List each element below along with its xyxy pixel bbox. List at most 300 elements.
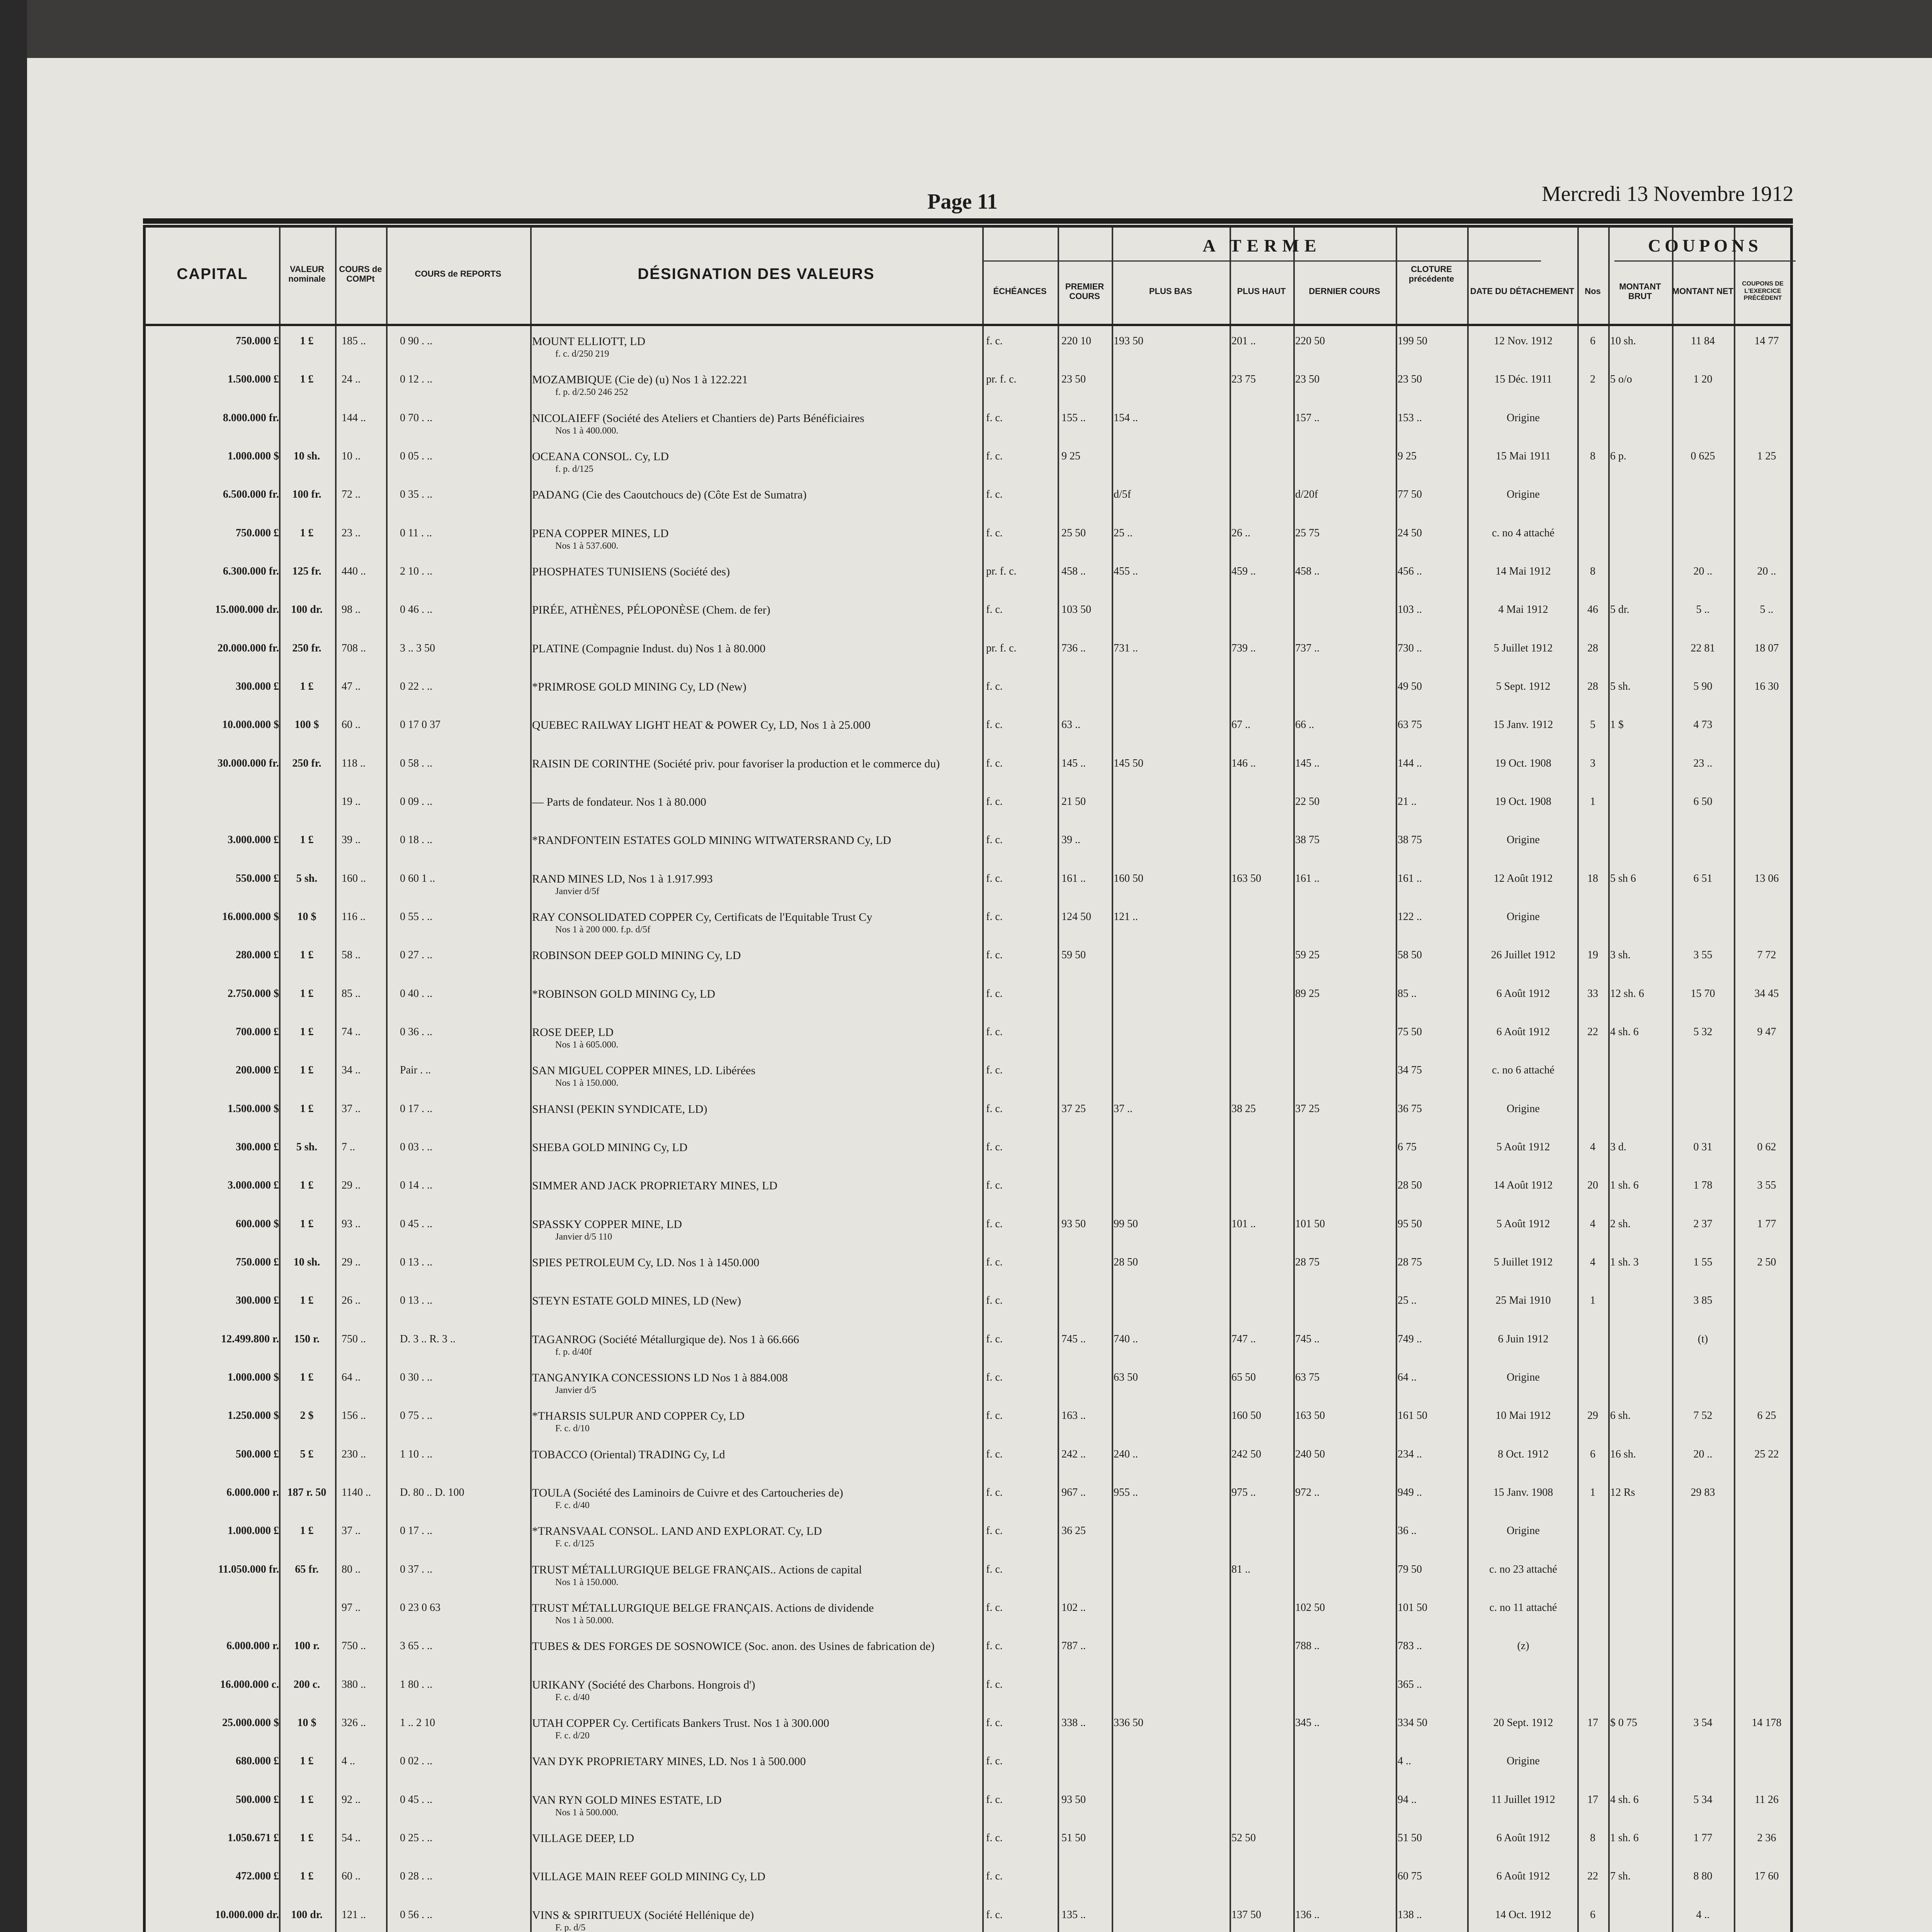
reports-cell-text: 0 03 . .. [400,1141,432,1153]
montant-net-cell-text: 22 81 [1690,642,1715,654]
dernier-cours-cell-text: 458 .. [1295,565,1320,577]
cloture-cell-text: 101 50 [1398,1602,1427,1614]
echeance-cell-text: f. c. [986,1371,1003,1383]
nominal-cell-text: 1 £ [300,1294,314,1306]
cloture-cell [1398,1679,1475,1691]
capital-cell-text: 10.000.000 dr. [215,1909,279,1921]
montant-brut-cell-text: 10 sh. [1610,335,1636,347]
table-row [146,793,1790,831]
date-detachement-cell [1469,1141,1577,1153]
dernier-cours-cell-text: 37 25 [1295,1103,1320,1115]
plus-bas-cell [1114,1371,1226,1384]
table-row [146,1560,1790,1599]
dernier-cours-cell [1295,872,1388,885]
cours-compt-cell-text: 4 .. [342,1755,355,1767]
header-montant-brut: MONTANT BRUT [1619,281,1661,301]
premier-cours-cell [1061,1832,1108,1844]
cours-compt-cell-text: 93 .. [342,1218,361,1230]
plus-bas-cell-text: 25 .. [1114,527,1133,539]
designation-cell [532,1602,980,1626]
designation-cell-text: PHOSPHATES TUNISIENS (Société des) [532,565,730,578]
capital-cell-text: 20.000.000 fr. [217,642,279,654]
coupon-precedent-cell-text: 25 22 [1754,1448,1779,1460]
coupon-precedent-cell-text: 0 62 [1757,1141,1776,1153]
reports-cell-text: 0 46 . .. [400,604,432,616]
nominal-cell-text: 1 £ [300,373,314,385]
header-plus-haut: PLUS HAUT [1237,286,1286,296]
reports-cell-text: 0 28 . .. [400,1870,432,1882]
dernier-cours-cell-text: 101 50 [1295,1218,1325,1230]
reports-cell [388,527,543,539]
echeance-cell-text: f. c. [986,412,1003,424]
cours-compt-cell-text: 60 .. [342,1870,361,1882]
cloture-cell [1398,1486,1475,1499]
montant-net-cell [1676,1486,1730,1499]
montant-brut-cell-text: 1 sh. 3 [1610,1256,1639,1268]
dernier-cours-cell-text: 38 75 [1295,834,1320,846]
date-detachement-cell-text: 6 Août 1912 [1496,1026,1550,1038]
montant-brut-cell [1610,949,1668,961]
table-row [146,370,1790,408]
designation-cell-text: RAISIN DE CORINTHE (Société priv. pour favoriser la production et le commerce du) [532,757,940,770]
echeance-cell [986,1371,1056,1384]
premier-cours-cell [1061,335,1108,347]
plus-haut-cell [1231,1103,1289,1115]
dernier-cours-cell-text: 22 50 [1295,796,1320,808]
date-detachement-cell-text: 5 Août 1912 [1496,1218,1550,1230]
designation-cell [532,1832,980,1846]
cloture-cell [1398,604,1475,616]
table-row [146,1291,1790,1330]
capital-cell [150,1103,279,1115]
montant-net-cell [1676,796,1730,808]
designation-subline: Janvier d/5f [555,886,599,896]
dernier-cours-cell [1295,988,1388,1000]
montant-brut-cell [1610,1179,1668,1192]
capital-cell [150,1294,279,1307]
coupon-precedent-cell [1742,1218,1792,1230]
capital-cell [150,834,279,846]
plus-bas-cell [1114,488,1226,501]
date-detachement-cell-text: 4 Mai 1912 [1498,604,1548,616]
echeance-cell-text: f. c. [986,488,1003,500]
reports-cell [388,1371,543,1384]
cours-compt-cell [338,1410,388,1422]
premier-cours-cell-text: 745 .. [1061,1333,1086,1345]
nominal-cell-text: 10 sh. [293,1256,320,1268]
designation-cell [532,1794,980,1818]
table-row [146,908,1790,946]
montant-net-cell-text: (t) [1697,1333,1708,1345]
designation-subline: Nos 1 à 500.000. [555,1808,619,1818]
dernier-cours-cell [1295,796,1388,808]
dernier-cours-cell-text: 163 50 [1295,1410,1325,1422]
coupon-number-cell-text: 29 [1587,1410,1598,1422]
montant-net-cell [1676,949,1730,961]
montant-net-cell-text: 23 .. [1693,757,1713,769]
plus-bas-cell-text: 740 .. [1114,1333,1138,1345]
cloture-cell [1398,1870,1475,1883]
montant-net-cell-text: 1 55 [1693,1256,1713,1268]
montant-net-cell [1676,988,1730,1000]
montant-net-cell-text: 3 85 [1693,1294,1713,1306]
date-detachement-cell-text: 6 Août 1912 [1496,988,1550,1000]
cours-compt-cell [338,796,388,808]
montant-net-cell [1676,1410,1730,1422]
capital-cell-text: 10.000.000 $ [222,719,279,731]
cours-compt-cell [338,1294,388,1307]
echeance-cell-text: pr. f. c. [986,642,1017,654]
capital-cell-text: 8.000.000 fr. [223,412,279,424]
dernier-cours-cell [1295,1103,1388,1115]
date-detachement-cell [1469,988,1577,1000]
designation-cell [532,335,980,359]
coupon-number-cell-text: 17 [1587,1717,1598,1729]
date-detachement-cell [1469,373,1577,386]
coupon-number-cell-text: 18 [1587,872,1598,884]
date-detachement-cell-text: 5 Juillet 1912 [1493,1256,1553,1268]
echeance-cell [986,488,1056,501]
nominal-cell [282,1717,332,1729]
premier-cours-cell-text: 93 50 [1061,1218,1086,1230]
nominal-cell [282,373,332,386]
date-detachement-cell [1469,1103,1577,1115]
nominal-cell-text: 1 £ [300,1371,314,1383]
date-detachement-cell-text: 19 Oct. 1908 [1495,796,1551,808]
designation-subline: F. c. d/10 [555,1423,590,1434]
montant-brut-cell [1610,450,1668,463]
coupon-number-cell-text: 6 [1590,1909,1595,1921]
cloture-cell-text: 4 .. [1398,1755,1411,1767]
table-row [146,1406,1790,1445]
designation-cell-text: PLATINE (Compagnie Indust. du) Nos 1 à 80.000 [532,642,766,655]
plus-haut-cell-text: 67 .. [1231,719,1250,731]
montant-net-cell [1676,1794,1730,1806]
table-row [146,1791,1790,1829]
coupon-precedent-cell [1742,1794,1792,1806]
table-row [146,1330,1790,1368]
designation-cell [532,527,980,551]
header-valeur-nominale: VALEUR nominale [288,264,326,284]
cloture-cell [1398,872,1475,885]
montant-brut-cell-text: $ 0 75 [1610,1717,1637,1729]
table-row [146,1483,1790,1522]
nominal-cell [282,335,332,347]
nominal-cell [282,757,332,770]
date-detachement-cell [1469,565,1577,578]
cloture-cell-text: 365 .. [1398,1679,1422,1690]
designation-cell-text: TRUST MÉTALLURGIQUE BELGE FRANÇAIS.. Actions de capital [532,1563,862,1576]
plus-bas-cell [1114,911,1226,923]
capital-cell [150,1563,279,1576]
echeance-cell-text: f. c. [986,1870,1003,1882]
cloture-cell-text: 24 50 [1398,527,1422,539]
capital-cell [150,1256,279,1269]
designation-cell-text: VINS & SPIRITUEUX (Société Hellénique de) [532,1909,754,1922]
cours-compt-cell-text: 23 .. [342,527,361,539]
date-detachement-cell [1469,834,1577,846]
designation-cell [532,680,980,694]
designation-subline: f. p. d/2.50 246 252 [555,387,628,397]
designation-subline: F. c. d/40 [555,1500,590,1510]
echeance-cell [986,1179,1056,1192]
dernier-cours-cell [1295,642,1388,655]
coupon-number-cell-text: 22 [1587,1870,1598,1882]
montant-brut-cell-text: 1 $ [1610,719,1624,731]
date-detachement-cell-text: Origine [1507,488,1540,500]
top-rule [143,218,1793,224]
cours-compt-cell [338,1717,388,1729]
echeance-cell [986,1525,1056,1537]
cours-compt-cell-text: 160 .. [342,872,366,884]
coupon-precedent-cell [1742,1410,1792,1422]
reports-cell [388,488,543,501]
plus-haut-cell-text: 975 .. [1231,1486,1256,1498]
cloture-cell-text: 456 .. [1398,565,1422,577]
coupon-number-cell-text: 2 [1590,373,1595,385]
designation-cell-text: UTAH COPPER Cy. Certificats Bankers Trust. Nos 1 à 300.000 [532,1717,829,1730]
nominal-cell-text: 1 £ [300,680,314,692]
cours-compt-cell-text: 26 .. [342,1294,361,1306]
cours-compt-cell [338,872,388,885]
echeance-cell-text: f. c. [986,1679,1003,1690]
montant-net-cell [1676,604,1730,616]
dernier-cours-cell [1295,1909,1388,1921]
reports-cell [388,412,543,424]
premier-cours-cell-text: 63 .. [1061,719,1080,731]
nominal-cell [282,988,332,1000]
cours-compt-cell-text: 708 .. [342,642,366,654]
date-detachement-cell-text: 14 Oct. 1912 [1495,1909,1551,1921]
designation-cell [532,1563,980,1588]
premier-cours-cell-text: 39 .. [1061,834,1080,846]
reports-cell-text: 0 05 . .. [400,450,432,462]
designation-cell-text: *THARSIS SULPUR AND COPPER Cy, LD [532,1410,745,1422]
date-detachement-cell-text: 5 Sept. 1912 [1496,680,1551,692]
nominal-cell [282,1026,332,1038]
date-detachement-cell [1469,1832,1577,1844]
montant-net-cell [1676,642,1730,655]
header-cours-reports: COURS de REPORTS [415,269,502,279]
echeance-cell-text: f. c. [986,604,1003,616]
cloture-cell-text: 783 .. [1398,1640,1422,1652]
cours-compt-cell-text: 29 .. [342,1256,361,1268]
echeance-cell-text: f. c. [986,911,1003,923]
capital-cell [150,565,279,578]
cours-compt-cell-text: 80 .. [342,1563,361,1575]
designation-cell [532,1371,980,1396]
reports-cell [388,335,543,347]
reports-cell [388,604,543,616]
premier-cours-cell-text: 21 50 [1061,796,1086,808]
cours-compt-cell [338,757,388,770]
dernier-cours-cell [1295,834,1388,846]
coupon-precedent-cell-text: 18 07 [1754,642,1779,654]
echeance-cell-text: f. c. [986,757,1003,769]
montant-net-cell [1676,1870,1730,1883]
plus-bas-cell-text: 731 .. [1114,642,1138,654]
table-row [146,1023,1790,1061]
cours-compt-cell [338,1371,388,1384]
premier-cours-cell-text: 220 10 [1061,335,1091,347]
dernier-cours-cell-text: 66 .. [1295,719,1314,731]
echeance-cell-text: f. c. [986,872,1003,884]
premier-cours-cell-text: 36 25 [1061,1525,1086,1537]
date-detachement-cell-text: 15 Mai 1911 [1495,450,1551,462]
montant-brut-cell [1610,1717,1668,1729]
cours-compt-cell [338,911,388,923]
echeance-cell [986,680,1056,693]
nominal-cell [282,1486,332,1499]
plus-bas-cell [1114,1333,1226,1345]
coupon-number-cell [1579,949,1606,961]
date-detachement-cell [1469,1794,1577,1806]
capital-cell [150,988,279,1000]
capital-cell-text: 11.050.000 fr. [218,1563,279,1575]
plus-bas-cell-text: 240 .. [1114,1448,1138,1460]
echeance-cell [986,796,1056,808]
echeance-cell [986,1832,1056,1844]
plus-haut-cell-text: 160 50 [1231,1410,1261,1422]
montant-net-cell [1676,335,1730,347]
dernier-cours-cell-text: 102 50 [1295,1602,1325,1614]
premier-cours-cell-text: 338 .. [1061,1717,1086,1729]
designation-cell-text: SIMMER AND JACK PROPRIETARY MINES, LD [532,1179,777,1192]
echeance-cell-text: f. c. [986,335,1003,347]
cloture-cell [1398,373,1475,386]
reports-cell [388,719,543,731]
plus-haut-cell [1231,335,1289,347]
premier-cours-cell-text: 23 50 [1061,373,1086,385]
echeance-cell [986,1602,1056,1614]
coupon-number-cell-text: 6 [1590,1448,1595,1460]
capital-cell [150,1371,279,1384]
nominal-cell-text: 10 sh. [293,450,320,462]
coupon-precedent-cell-text: 1 77 [1757,1218,1776,1230]
date-detachement-cell [1469,911,1577,923]
echeance-cell [986,1103,1056,1115]
designation-cell-text: — Parts de fondateur. Nos 1 à 80.000 [532,796,706,808]
coupon-precedent-cell [1742,1832,1792,1844]
montant-net-cell-text: 1 77 [1693,1832,1713,1844]
cours-compt-cell-text: 39 .. [342,834,361,846]
montant-brut-cell-text: 3 sh. [1610,949,1631,961]
montant-net-cell-text: 29 83 [1690,1486,1715,1498]
date-detachement-cell [1469,680,1577,693]
cloture-cell [1398,911,1475,923]
coupon-number-cell-text: 28 [1587,680,1598,692]
echeance-cell-text: f. c. [986,1525,1003,1537]
reports-cell [388,1525,543,1537]
cloture-cell [1398,1525,1475,1537]
coupon-precedent-cell-text: 16 30 [1754,680,1779,692]
designation-cell-text: VAN RYN GOLD MINES ESTATE, LD [532,1794,722,1806]
capital-cell [150,911,279,923]
premier-cours-cell [1061,1909,1108,1921]
echeance-cell [986,949,1056,961]
page-date: Mercredi 13 Novembre 1912 [1542,182,1794,206]
montant-net-cell [1676,1026,1730,1038]
capital-cell-text: 750.000 £ [236,335,279,347]
dernier-cours-cell [1295,565,1388,578]
echeance-cell [986,1333,1056,1345]
reports-cell [388,1679,543,1691]
nominal-cell-text: 187 r. 50 [287,1486,327,1498]
header-subrule [1614,260,1796,262]
date-detachement-cell-text: 6 Août 1912 [1496,1870,1550,1882]
coupon-number-cell-text: 8 [1590,450,1595,462]
date-detachement-cell-text: Origine [1507,1755,1540,1767]
designation-cell [532,1448,980,1462]
header-a-terme: A TERME [1202,236,1322,255]
echeance-cell [986,373,1056,386]
cloture-cell-text: 36 .. [1398,1525,1417,1537]
premier-cours-cell-text: 145 .. [1061,757,1086,769]
cloture-cell-text: 94 .. [1398,1794,1417,1806]
coupon-precedent-cell [1742,949,1792,961]
premier-cours-cell [1061,527,1108,539]
capital-cell [150,1640,279,1652]
premier-cours-cell-text: 242 .. [1061,1448,1086,1460]
cloture-cell [1398,1755,1475,1767]
designation-cell [532,949,980,963]
date-detachement-cell-text: 25 Mai 1910 [1495,1294,1551,1306]
echeance-cell [986,872,1056,885]
cours-compt-cell-text: 58 .. [342,949,361,961]
reports-cell [388,1794,543,1806]
cloture-cell [1398,1294,1475,1307]
reports-cell [388,949,543,961]
nominal-cell-text: 100 fr. [292,488,321,500]
table-row [146,1599,1790,1637]
cloture-cell [1398,1179,1475,1192]
cours-compt-cell [338,604,388,616]
plus-bas-cell-text: 37 .. [1114,1103,1133,1115]
plus-haut-cell-text: 747 .. [1231,1333,1256,1345]
montant-brut-cell [1610,1832,1668,1844]
designation-cell-text: SHEBA GOLD MINING Cy, LD [532,1141,688,1154]
nominal-cell [282,450,332,463]
nominal-cell-text: 100 dr. [291,1909,323,1921]
capital-cell-text: 16.000.000 c. [220,1679,279,1690]
capital-cell-text: 1.050.671 £ [228,1832,279,1844]
plus-bas-cell [1114,412,1226,424]
designation-cell-text: TANGANYIKA CONCESSIONS LD Nos 1 à 884.008 [532,1371,788,1384]
reports-cell-text: 0 37 . .. [400,1563,432,1575]
table-row [146,716,1790,754]
echeance-cell-text: f. c. [986,1179,1003,1191]
premier-cours-cell-text: 9 25 [1061,450,1080,462]
echeance-cell [986,1294,1056,1307]
capital-cell [150,450,279,463]
premier-cours-cell-text: 37 25 [1061,1103,1086,1115]
date-detachement-cell [1469,335,1577,347]
capital-cell [150,1679,279,1691]
reports-cell [388,796,543,808]
dernier-cours-cell [1295,412,1388,424]
designation-subline: Nos 1 à 150.000. [555,1577,619,1587]
cours-compt-cell-text: 7 .. [342,1141,355,1153]
capital-cell-text: 25.000.000 $ [222,1717,279,1729]
montant-brut-cell [1610,872,1668,885]
date-detachement-cell [1469,1179,1577,1192]
reports-cell [388,1026,543,1038]
capital-cell [150,1832,279,1844]
montant-net-cell-text: 5 90 [1693,680,1713,692]
nominal-cell [282,1563,332,1576]
plus-bas-cell-text: 99 50 [1114,1218,1138,1230]
plus-bas-cell [1114,1717,1226,1729]
